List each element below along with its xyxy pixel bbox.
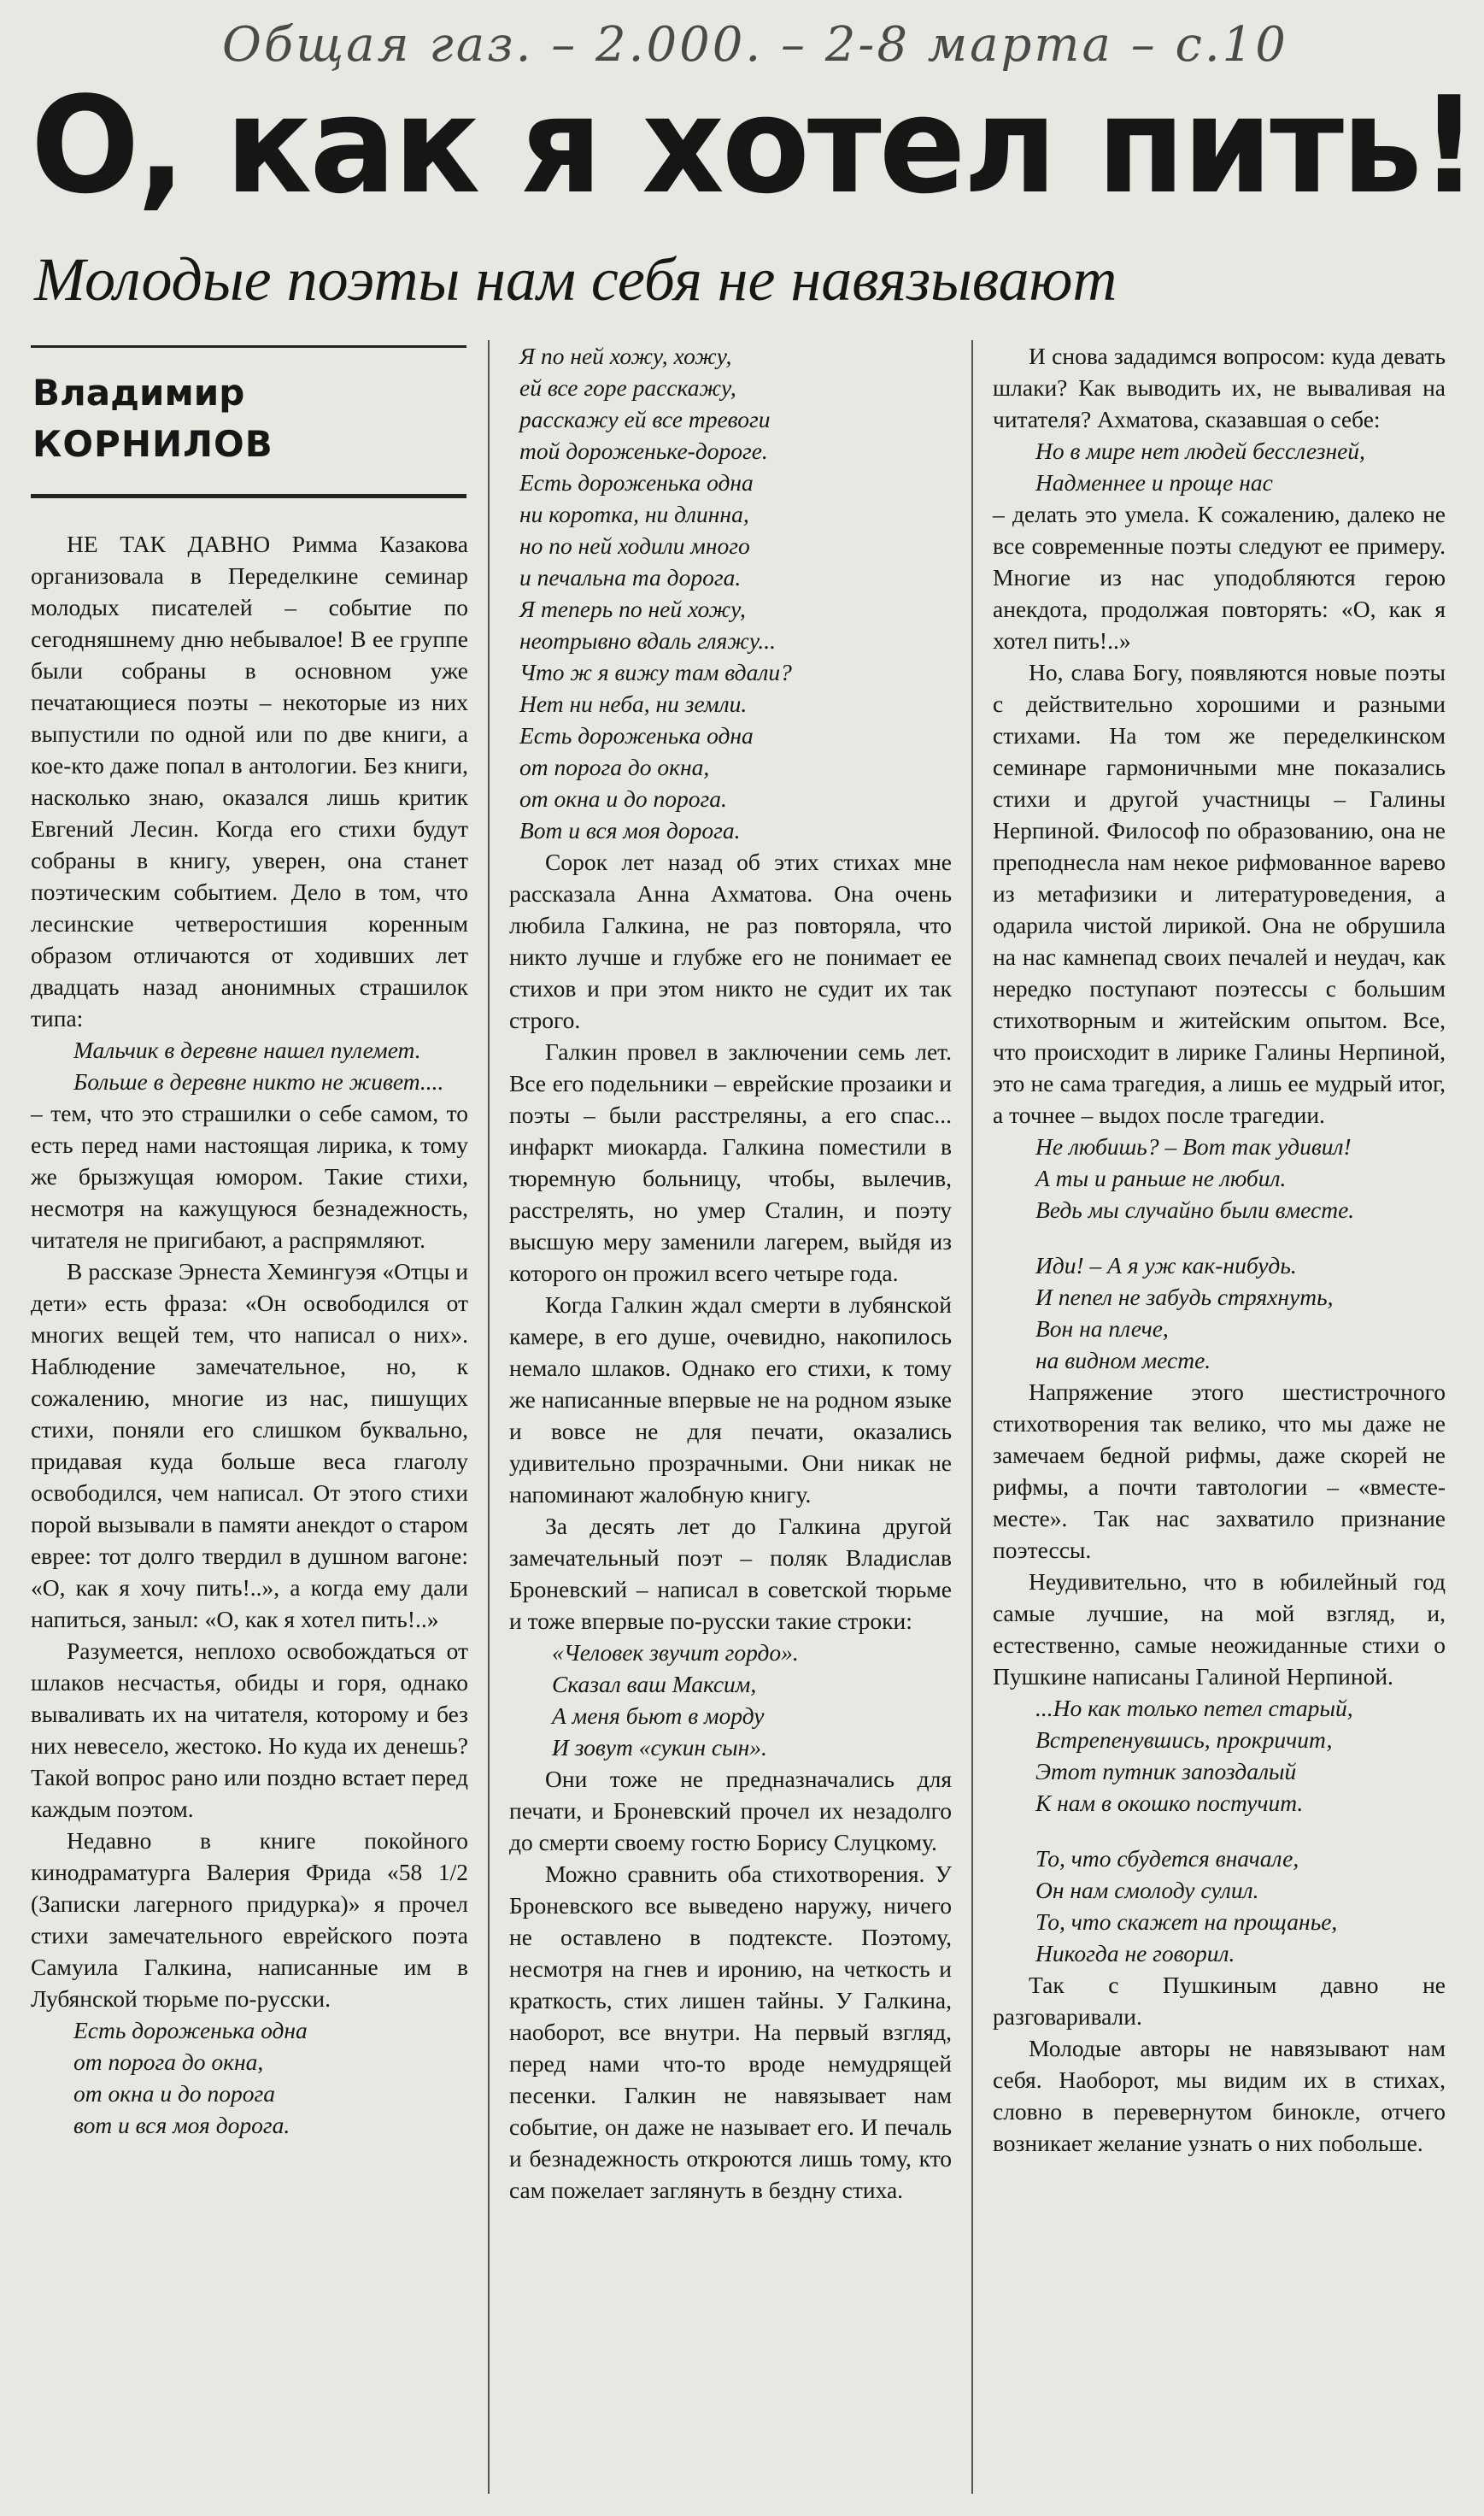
verse-line: той дороженьке-дороге. [519, 438, 768, 464]
verse-line: от порога до окна, [519, 754, 710, 780]
author-top-rule [31, 345, 466, 348]
paragraph: Молодые авторы не навязывают нам себя. Наоборот, мы видим их в стихах, словно в перевернутом бинокле, отчего возникает желание узнать о них побольше. [993, 2035, 1446, 2156]
paragraph: Недавно в книге покойного кинодраматурга Валерия Фрида «58 1/2 (Записки лагерного придурка)» я прочел стихи замечательного еврейского поэта Самуила Галкина, написанные им в Лубянской тюрьме по-русски. [31, 1827, 468, 2012]
author-bottom-rule [31, 494, 466, 498]
verse-line: расскажу ей все тревоги [519, 406, 771, 432]
paragraph: Неудивительно, что в юбилейный год самые лучшие, на мой взгляд, и, естественно, самые неожиданные стихи о Пушкине написаны Галиной Нерпиной. [993, 1568, 1446, 1690]
verse-line: «Человек звучит гордо». [552, 1639, 799, 1666]
verse-line: от окна и до порога [73, 2080, 276, 2107]
verse-line: Но в мире нет людей бесслезней, [1035, 438, 1365, 464]
verse-line: Есть дороженька одна [73, 2017, 308, 2043]
verse-line: на видном месте. [1035, 1347, 1211, 1373]
subtitle: Молодые поэты нам себя не навязывают [34, 245, 1117, 314]
verse-line: Этот путник запоздалый [1035, 1758, 1297, 1784]
verse [993, 1131, 1446, 1376]
verse-line: Что ж я вижу там вдали? [519, 659, 792, 685]
verse-line: И пепел не забудь стряхнуть, [1035, 1284, 1334, 1310]
verse-line: То, что сбудется вначале, [1035, 1845, 1299, 1872]
verse [509, 340, 952, 846]
column-3 [993, 340, 1446, 2159]
verse-line: А меня бьют в морду [552, 1702, 765, 1729]
verse-line: Он нам смолоду сулил. [1035, 1877, 1259, 1903]
verse-line: А ты и раньше не любил. [1035, 1165, 1287, 1191]
column-1 [31, 528, 468, 2141]
verse [31, 2014, 468, 2141]
verse [993, 435, 1446, 498]
column-divider [971, 340, 973, 2494]
paragraph: И снова зададимся вопросом: куда девать шлаки? Как выводить их, не вываливая на читателя? Ахматова, сказавшая о себе: [993, 343, 1446, 432]
paragraph: Галкин провел в заключении семь лет. Все его подельники – еврейские прозаики и поэты – были расстреляны, а его спас... инфаркт миокарда. Галкина поместили в тюремную больницу, чтобы, вылечив, расстрелять, но умер Сталин, и поэту высшую меру заменили лагерем, выйдя из которого он прожил всего четыре года. [509, 1038, 952, 1286]
paragraph: Так с Пушкиным давно не разговаривали. [993, 1972, 1446, 2030]
verse-line: То, что скажет на прощанье, [1035, 1908, 1338, 1935]
handwritten-note: Общая газ. – 2.000. – 2-8 марта – с.10 [222, 17, 1288, 73]
verse-line: вот и вся моя дорога. [73, 2112, 290, 2138]
paragraph: За десять лет до Галкина другой замечательный поэт – поляк Владислав Броневский – написал в советской тюрьме и тоже впервые по-русски такие строки: [509, 1513, 952, 1634]
verse-line: Встрепенувшись, прокричит, [1035, 1726, 1333, 1753]
verse-line: Ведь мы случайно были вместе. [1035, 1196, 1355, 1223]
author-byline [32, 367, 468, 470]
verse-line: Есть дороженька одна [519, 722, 754, 749]
stanza-gap [993, 1819, 1446, 1843]
verse-line: но по ней ходили много [519, 532, 750, 559]
verse-line: Больше в деревне никто не живет.... [73, 1068, 444, 1095]
verse-line: от порога до окна, [73, 2049, 264, 2075]
paragraph: Они тоже не предназначались для печати, и Броневский прочел их незадолго до смерти своему гостю Борису Слуцкому. [509, 1766, 952, 1855]
paragraph: – тем, что это страшилки о себе самом, то есть перед нами настоящая лирика, к тому же брызжущая юмором. Такие стихи, несмотря на кажущуюся безнадежность, читателя не пригибают, а распрямляют. [31, 1100, 468, 1253]
verse [31, 1034, 468, 1097]
verse-line: Я теперь по ней хожу, [519, 596, 746, 622]
stanza-gap [993, 1226, 1446, 1249]
lead-in: НЕ ТАК ДАВНО [67, 531, 271, 557]
paragraph: Можно сравнить оба стихотворения. У Броневского все выведено наружу, ничего не оставлено в подтексте. Поэтому, несмотря на гнев и иронию, на четкость и краткость, стих лишен тайны. У Галкина, наоборот, все внутри. На первый взгляд, перед нами что-то вроде немудрящей песенки. Галкин не навязывает нам событие, он даже не называет его. И печаль и безнадежность откроются лишь тому, кто сам пожелает заглянуть в бездну стиха. [509, 1861, 952, 2203]
verse-line: Я по ней хожу, хожу, [519, 343, 732, 369]
author-last-name: КОРНИЛОВ [32, 423, 273, 465]
verse [509, 1637, 952, 1763]
verse-line: и печальна та дорога. [519, 564, 742, 591]
verse-line: Вон на плече, [1035, 1315, 1169, 1342]
headline: О, как я хотел пить! [31, 68, 1476, 223]
verse-line: И зовут «сукин сын». [552, 1734, 767, 1761]
verse-line: Нет ни неба, ни земли. [519, 691, 748, 717]
verse-line: Мальчик в деревне нашел пулемет. [73, 1037, 421, 1063]
verse-line: ни коротка, ни длинна, [519, 501, 749, 527]
verse-line: Сказал ваш Максим, [552, 1671, 757, 1697]
verse [993, 1692, 1446, 1969]
paragraph [31, 528, 468, 1034]
column-divider [488, 340, 490, 2494]
paragraph: Напряжение этого шестистрочного стихотворения так велико, что мы даже не замечаем бедной рифмы, даже скорей не рифмы, а почти тавтологии – «вместе-месте». Так нас захватило признание поэтессы. [993, 1379, 1446, 1563]
verse-line: Вот и вся моя дорога. [519, 817, 741, 844]
verse-line: К нам в окошко постучит. [1035, 1790, 1304, 1816]
verse-line: Никогда не говорил. [1035, 1940, 1235, 1966]
author-first-name: Владимир [32, 372, 245, 414]
verse-line: Не любишь? – Вот так удивил! [1035, 1133, 1352, 1160]
verse-line: неотрывно вдаль гляжу... [519, 627, 776, 654]
paragraph: – делать это умела. К сожалению, далеко не все современные поэты следуют ее примеру. Многие из нас уподобляются герою анекдота, продолжая повторять: «О, как я хотел пить!..» [993, 501, 1446, 654]
paragraph: В рассказе Эрнеста Хемингуэя «Отцы и дети» есть фраза: «Он освободился от многих вещей тем, что написал о них». Наблюдение замечательное, но, к сожалению, многие из нас, пишущих стихи, поняли его слишком буквально, придавая куда больше веса глаголу освободился, чем написал. От этого стихи порой вызывали в памяти анекдот о старом еврее: тот долго твердил в душном вагоне: «О, как я хочу пить!..», а когда ему дали напиться, заныл: «О, как я хотел пить!..» [31, 1258, 468, 1632]
paragraph: Когда Галкин ждал смерти в лубянской камере, в его душе, очевидно, накопилось немало шлаков. Однако его стихи, к тому же написанные впервые не на родном языке и вовсе не для печати, оказались удивительно прозрачными. Они никак не напоминают жалобную книгу. [509, 1291, 952, 1508]
column-2 [509, 340, 952, 2206]
paragraph: Сорок лет назад об этих стихах мне рассказала Анна Ахматова. Она очень любила Галкина, не раз повторяла, что никто лучше и глубже его не понимает ее стихов и при этом никто не судит их так строго. [509, 849, 952, 1033]
verse-line: Иди! – А я уж как-нибудь. [1035, 1252, 1297, 1279]
paragraph-text: Римма Казакова организовала в Переделкине семинар молодых писателей – событие по сегодняшнему дню небывалое! В ее группе были собраны в основном уже печатающиеся поэты – некоторые из них выпустили по одной или по две книги, а кое-кто даже попал в антологии. Без книги, насколько знаю, оказался лишь критик Евгений Лесин. Когда его стихи будут собраны в книгу, уверен, она станет поэтическим событием. Дело в том, что лесинские четверостишия коренным образом отличаются от ходивших лет двадцать назад анонимных страшилок типа: [31, 531, 468, 1032]
verse-line: ...Но как только петел старый, [1035, 1695, 1353, 1721]
paragraph: Но, слава Богу, появляются новые поэты с действительно хорошими и разными стихами. На том же переделкинском семинаре гармоничными мне показались стихи и другой участницы – Галины Нерпиной. Философ по образованию, она не преподнесла нам некое рифмованное варево из метафизики и литературоведения, а одарила чистой лирикой. Она не обрушила на нас камнепад своих печалей и неудач, как нередко поступают поэтессы с большим стихотворным и житейским опытом. Все, что происходит в лирике Галины Нерпиной, это не сама трагедия, а лишь ее мудрый итог, а точнее – выдох после трагедии. [993, 659, 1446, 1128]
verse-line: ей все горе расскажу, [519, 374, 736, 401]
verse-line: Есть дороженька одна [519, 469, 754, 496]
verse-line: от окна и до порога. [519, 785, 727, 812]
verse-line: Надменнее и проще нас [1035, 469, 1273, 496]
paragraph: Разумеется, неплохо освобождаться от шлаков несчастья, обиды и горя, однако вываливать их на читателя, которому и без них невесело, жестоко. Но куда их денешь? Такой вопрос рано или поздно встает перед каждым поэтом. [31, 1637, 468, 1822]
